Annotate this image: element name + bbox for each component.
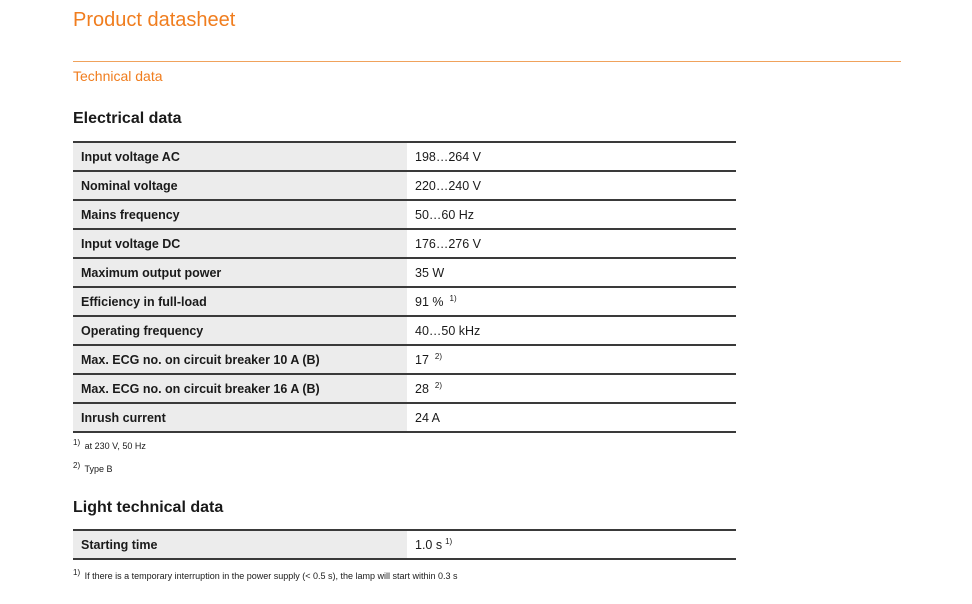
spec-label: Max. ECG no. on circuit breaker 16 A (B) (73, 374, 407, 403)
footnote-text: If there is a temporary interruption in the power supply (< 0.5 s), the lamp will start within 0.3 s (84, 571, 458, 581)
spec-value-cell (407, 142, 736, 171)
spec-value: 17 (415, 353, 429, 368)
spec-label: Mains frequency (73, 200, 407, 229)
footnote (73, 568, 458, 581)
table-row (73, 530, 736, 559)
footnote-text: Type B (84, 464, 113, 474)
table-row (73, 374, 736, 403)
footnote-mark: 1) (73, 568, 81, 577)
electrical-data-heading: Electrical data (73, 110, 182, 127)
footnote-ref: 2) (434, 351, 443, 361)
page-title: Product datasheet (73, 9, 236, 31)
light-technical-data-heading: Light technical data (73, 499, 224, 516)
spec-value-cell (407, 171, 736, 200)
spec-value: 50…60 Hz (415, 207, 475, 222)
spec-value: 28 (415, 382, 429, 397)
title-divider (73, 61, 901, 62)
table-row (73, 345, 736, 374)
footnote-text: at 230 V, 50 Hz (84, 441, 146, 451)
table-row (73, 258, 736, 287)
footnote-mark: 1) (73, 438, 81, 447)
footnote-ref: 2) (434, 380, 443, 390)
light-technical-data-table (73, 529, 736, 560)
table-row (73, 316, 736, 345)
section-title: Technical data (73, 68, 163, 84)
table-row (73, 142, 736, 171)
spec-label: Max. ECG no. on circuit breaker 10 A (B) (73, 345, 407, 374)
spec-value-cell (407, 287, 736, 316)
spec-value: 24 A (415, 410, 441, 425)
spec-value-cell (407, 403, 736, 432)
spec-value-cell (407, 258, 736, 287)
electrical-data-table (73, 141, 736, 433)
spec-value: 220…240 V (415, 178, 482, 193)
footnote-mark: 2) (73, 461, 81, 470)
spec-label: Nominal voltage (73, 171, 407, 200)
spec-label: Efficiency in full-load (73, 287, 407, 316)
table-row (73, 171, 736, 200)
spec-value: 176…276 V (415, 236, 482, 251)
footnote (73, 461, 112, 474)
spec-label: Inrush current (73, 403, 407, 432)
spec-value: 40…50 kHz (415, 323, 481, 338)
spec-value-cell (407, 374, 736, 403)
spec-label: Maximum output power (73, 258, 407, 287)
spec-label: Input voltage DC (73, 229, 407, 258)
spec-value: 35 W (415, 265, 445, 280)
table-row (73, 200, 736, 229)
spec-value: 91 % (415, 295, 444, 310)
footnote-ref: 1) (449, 293, 457, 303)
spec-value-cell (407, 316, 736, 345)
footnote (73, 438, 146, 451)
spec-value: 198…264 V (415, 149, 482, 164)
spec-label: Input voltage AC (73, 142, 407, 171)
spec-value: 1.0 s (415, 538, 443, 553)
spec-label: Starting time (73, 530, 407, 559)
spec-label: Operating frequency (73, 316, 407, 345)
spec-value-cell (407, 200, 736, 229)
table-row (73, 229, 736, 258)
footnote-ref: 1) (445, 536, 453, 546)
spec-value-cell (407, 530, 736, 559)
spec-value-cell (407, 345, 736, 374)
table-row (73, 287, 736, 316)
spec-value-cell (407, 229, 736, 258)
table-row (73, 403, 736, 432)
